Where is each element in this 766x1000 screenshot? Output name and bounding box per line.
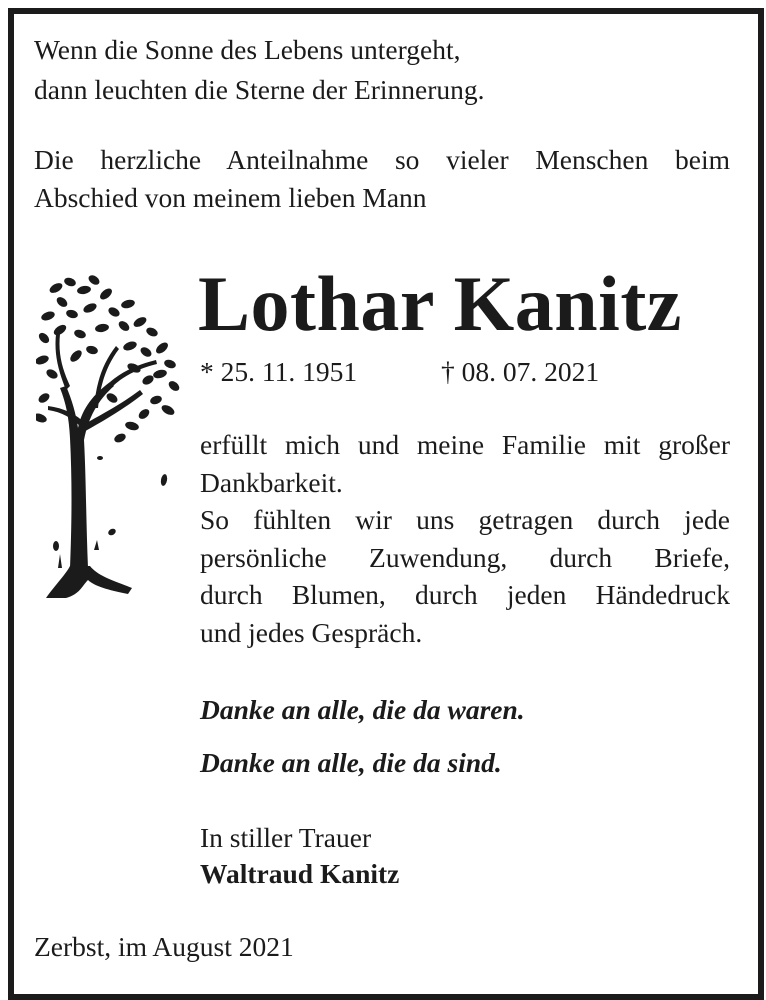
poem: [34, 30, 485, 110]
body-line: So fühlten wir uns getragen durch jede: [200, 504, 730, 535]
birth-date: * 25. 11. 1951: [200, 356, 358, 387]
tree-silhouette-icon: [36, 268, 186, 608]
body-line: durch Blumen, durch jeden Händedruck: [200, 579, 730, 610]
intro-text: [34, 141, 730, 217]
poem-line-2: dann leuchten die Sterne der Erinnerung.: [34, 74, 485, 105]
mourning-label: In stiller Trauer: [200, 822, 372, 853]
deceased-name: Lothar Kanitz: [198, 260, 682, 347]
body-line: Dankbarkeit.: [200, 466, 343, 498]
body-line: und jedes Gespräch.: [200, 616, 423, 648]
body-line: erfüllt mich und meine Familie mit großer: [200, 429, 730, 460]
mourner-name: Waltraud Kanitz: [200, 858, 400, 889]
intro-line-1: Die herzliche Anteilnahme so vieler Menschen beim: [34, 144, 730, 175]
body-line: persönliche Zuwendung, durch Briefe,: [200, 541, 730, 573]
death-date: † 08. 07. 2021: [441, 356, 600, 387]
gratitude-text: [200, 426, 730, 651]
poem-line-1: Wenn die Sonne des Lebens untergeht,: [34, 34, 461, 65]
thanks-line-1: Danke an alle, die da waren.: [200, 694, 525, 725]
intro-line-2: Abschied von meinem lieben Mann: [34, 182, 427, 213]
thanks-line-2: Danke an alle, die da sind.: [200, 747, 502, 778]
place-date: Zerbst, im August 2021: [34, 931, 294, 962]
